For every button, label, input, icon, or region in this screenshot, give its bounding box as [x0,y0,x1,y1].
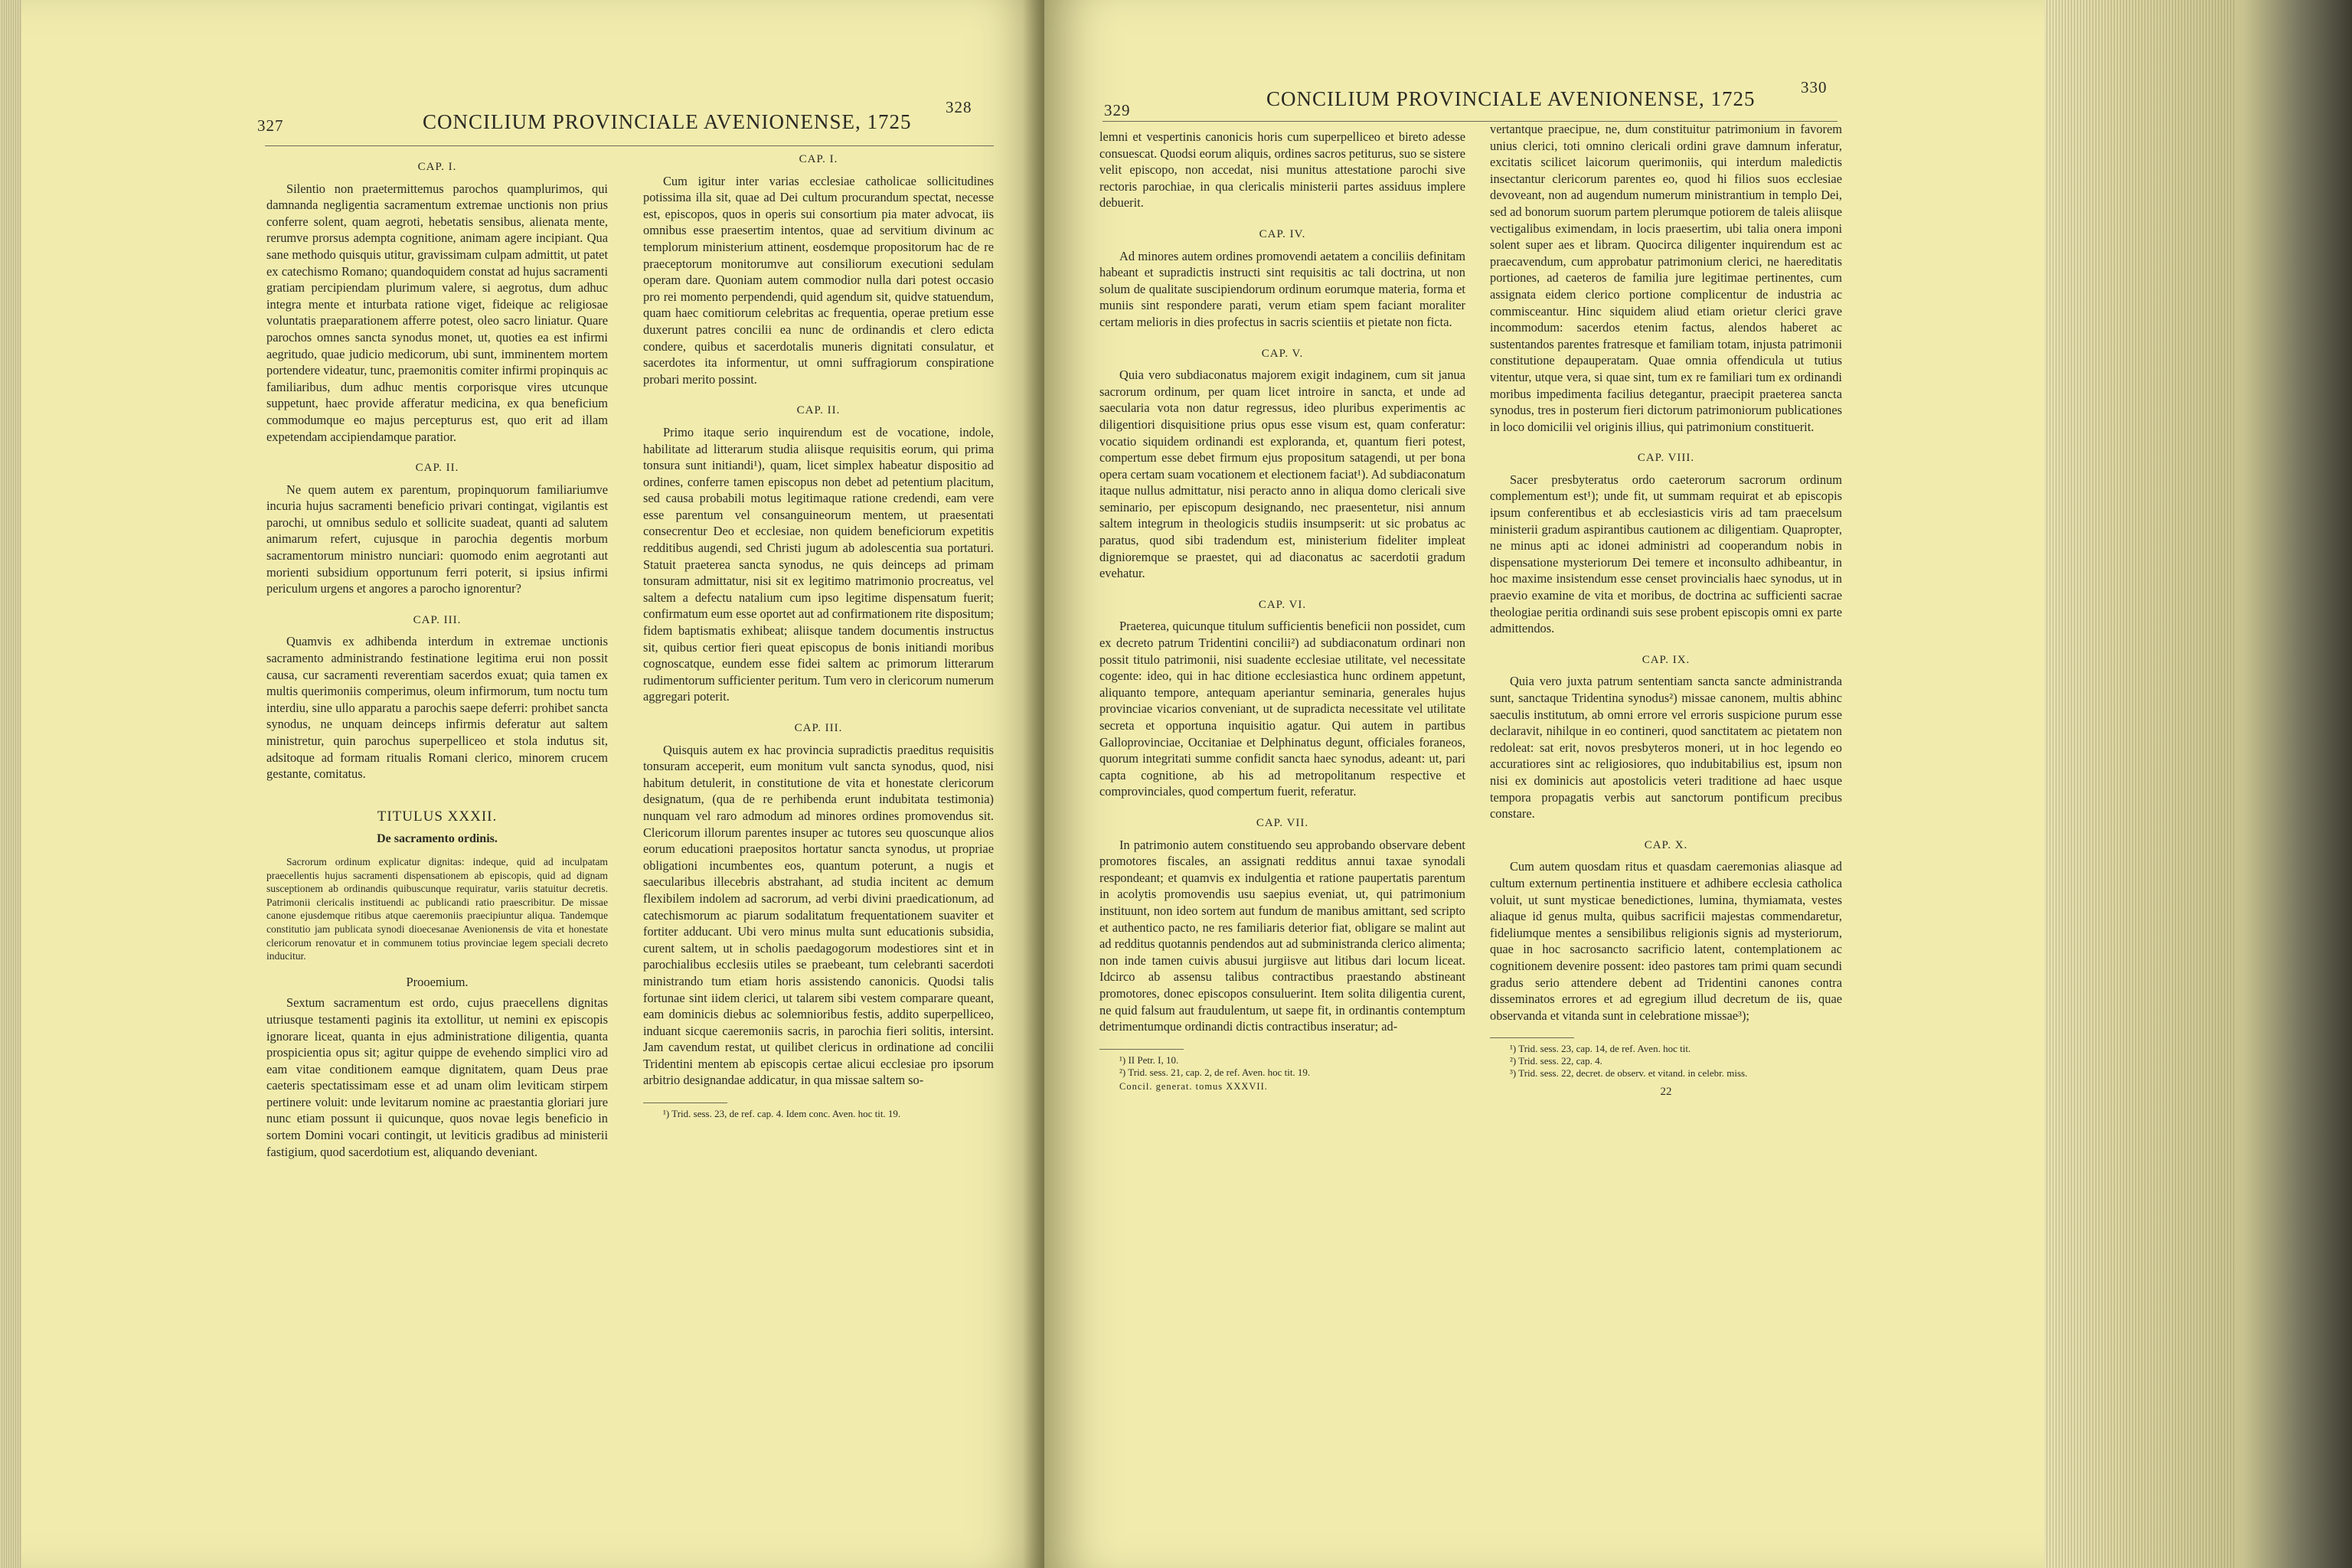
left-page-header [21,70,1044,135]
titulus-subheading: De sacramento ordinis. [377,832,498,846]
cap-heading: CAP. III. [413,613,462,626]
footnote: ¹) II Petr. I, 10. [1119,1054,1179,1066]
column-1 [266,159,608,1160]
titulus-summary: Sacrorum ordinum explicatur dignitas: indeque, quid ad inculpatam praecellentis hujus sacramenti dispensationem ab episcopis, quid ad dignam susceptionem ab ordinandis quibuscunque requiratur, variis statuitur decretis. Patrimonii clericalis instituendi ac publicandi ratio praescribitur. De missae canone ejusdemque ritibus atque caeremoniis praecipiuntur aliqua. Tandemque constitutio jam publicata synodi dioecesanae Avenionensis de vita et honestate clericorum renovatur et in communem totius provinciae legem speciali decreto inducitur. [266,855,608,962]
footnote: ²) Trid. sess. 21, cap. 2, de ref. Aven. hoc tit. 19. [1119,1066,1311,1078]
header-rule-left [265,145,994,146]
page-edge-stripes [2044,0,2236,1568]
footnote: ¹) Trid. sess. 23, de ref. cap. 4. Idem conc. Aven. hoc tit. 19. [663,1108,901,1120]
paragraph: vertantque praecipue, ne, dum constituitur patrimonium in favorem unius clerici, toti omnino clericali ordini grave damnum inferatur, excitatis scilicet laicorum querimoniis, qui interdum maledictis insectantur clericorum parentes eo, quod hi filios suos ecclesiae devoveant, non ad augendum numerum ministrantium in templo Dei, sed ad bonorum suorum partem plerumque potiorem de taleis aliisque vectigalibus eximendam, in locis praesertim, ubi talia onera imponi solent super aes et libram. Quocirca diligenter inquirendum est ac praecavendum, cum approbatur patrimonium clerici, ne haereditatis portiones, ad caeteros de familia jure legitimae pertinentes, cum assignata eidem clerico portione complicentur de industria ac commisceantur. Hinc siquidem aliud etiam orietur clerici grave incommodum: sacerdos etenim factus, alendos haberet ac sustentandos parentes fratresque et familiam totam, injusta patrimonii constitutione depauperatam. Quae omnia offendicula ut tutius vitentur, utque vera, si quae sint, tum ex re familiari tum ex ordinandi moribus impedimenta facilius detegantur, praecipit praeterea sancta synodus, tres in posterum fieri dictorum patrimoniorum publicationes in loco domicilii vel originis illius, qui patrimonium constituerit. [1490,122,1842,434]
paragraph: Quia vero subdiaconatus majorem exigit indaginem, cum sit janua sacrorum ordinum, per quam licet introire in sancta, et unde ad saecularia vota non datur regressus, ideo pluribus experimentis ac diligentiori disquisitione prius opus esse visum est, quam conferatur: vocatio siquidem ordinandi est exploranda, et, quantum fieri potest, compertum esse debet firmum ejus propositum satagendi, ut per bona opera certam suam vocationem et electionem faciat¹). Ad subdiaconatum itaque nullus admittatur, nisi peracto anno in aliqua domo clericali sive seminario, per episcopum designando, nec praesentetur, nisi annum saltem integrum in theologicis studiis insumpserit: ut sic probatus ac paratus, quod sibi tradendum est, ministerium fideliter impleat dignioremque se praestet, qui ad diaconatus ac sacerdotii gradum evehatur. [1099,368,1465,581]
footnote: ³) Trid. sess. 22, decret. de observ. et vitand. in celebr. miss. [1510,1067,1748,1080]
footnote-rule [1490,1037,1574,1038]
paragraph: Ne quem autem ex parentum, propinquorum familiariumve incuria hujus sacramenti beneficio privari contingat, vigilantis est parochi, ut omnibus sedulo et sollicite suadeat, quanti ad salutem animarum refert, cujusque in parochia degentis morbum sacramentorum ministro nunciari: quomodo enim aegrotanti aut morienti subsidium opportunum ferri poterit, si ipsius infirmi periculum urgens et angores a parocho ignorentur? [266,482,608,596]
cap-heading: CAP. VIII. [1637,452,1695,465]
footnote: ¹) Trid. sess. 23, cap. 14, de ref. Aven. hoc tit. [1510,1043,1691,1055]
titulus-heading: TITULUS XXXII. [377,808,498,825]
paragraph: Primo itaque serio inquirendum est de vocatione, indole, habilitate ad litterarum studia aliisque requisitis eorum, qui prima tonsura sunt initiandi¹), quam, licet simplex habeatur dispositio ad ordines, conferre tamen episcopus non debet ad petentium placitum, sed causa probabili motus legitimaque ratione credendi, eam vere esse parentum vel consanguineorum mentem, ut praesentati consecrentur Deo et ecclesiae, non quidem beneficiorum expetitis redditibus augendi, sed Christi jugum ab adolescentia sua portaturi. Statuit praeterea sancta synodus, ne quis deinceps ad primam tonsuram admittatur, nisi sit ex legitimo matrimonio procreatus, vel saltem a defectu natalium cum ipso legitime dispensatum fuerit; confirmatum eum esse oportet aut ad confirmationem rite dispositum; fidem baptismatis exhibeat; aliisque tandem documentis instructus sit, quibus certior fieri queat episcopus de bonis initiandi moribus cognoscatque, eundem esse fidei saltem ac primorum litterarum rudimentorum sufficienter peritum. Tum vero in clericorum numerum aggregari poterit. [643,424,994,704]
page-number-328: 328 [946,98,972,116]
right-page-edges [2044,0,2352,1568]
running-title-left: CONCILIUM PROVINCIALE AVENIONENSE, 1725 [423,110,912,133]
cap-heading: CAP. VII. [1256,816,1309,829]
page-number-329: 329 [1104,101,1131,119]
paragraph: Quia vero juxta patrum sententiam sancta sancte administranda sunt, sanctaque Tridentina synodus²) missae canonem, multis abhinc saeculis institutum, ab omni errore vel erroris suspicione purum esse declaravit, nihilque in eo contineri, quod sanctitatem ac pietatem non redoleat: sat erit, novos presbyteros moneri, ut in hoc legendo eo accuratiores sint ac religiosiores, quo indubitabilius est, ipsum non nisi ex dominicis aut apostolicis veteri traditione ad haec usque tempora propagatis verbis aut sanctorum pontificum precibus constare. [1490,674,1842,822]
cap-heading: CAP. III. [794,722,843,734]
paragraph: Cum autem quosdam ritus et quasdam caeremonias aliasque ad cultum externum pertinentia instituere et adhibere ecclesia catholica voluit, ut sunt mysticae benedictiones, lumina, thymiamata, vestes aliaque id genus multa, quibus sacrificii majestas commendaretur, fideliumque mentes a sensibilibus religionis signis ad mysteriorum, quae in hoc sacrosancto sacrificio latent, contemplationem ac cognitionem devenire possent: ideo pastores tam primi quam secundi gradus serio attendere debent ad Tridentini canones contra disseminatos errores et ad egregium illud decretum de iis, quae observanda et vitanda sunt in celebratione missae³); [1490,859,1842,1023]
cap-heading: CAP. VI. [1258,598,1307,611]
footnote: ²) Trid. sess. 22, cap. 4. [1510,1055,1602,1067]
cap-heading: CAP. X. [1644,838,1688,851]
cap-heading: CAP. IV. [1259,227,1306,240]
running-title-right: CONCILIUM PROVINCIALE AVENIONENSE, 1725 [1266,87,1756,110]
right-page [1044,0,2044,1568]
paragraph: Cum igitur inter varias ecclesiae catholicae sollicitudines potissima illa sit, quae ad Dei cultum procurandum spectat, necesse est, episcopos, quos in operis sui consortium pia mater advocat, iis omnibus esse praesertim intentos, quae ad servitium divinum ac templorum ministerium attinent, eosdemque propositorum hac de re praeceptorum monitorumve aut consiliorum executioni sedulam operam dare. Quoniam autem commodior nulla dari potest occasio pro rei momento perpendendi, quid agendum sit, quidve statuendum, quam haec comitiorum celebritas ac frequentia, operae pretium esse duxerunt patres concilii ea nunc de ordinandis et clero edicta condere, quibus et sacerdotalis muneris dignitati consulatur, et sacerdotes ita informentur, ut omni suffragiorum conspiratione probari merito possint. [643,173,994,387]
right-page-header [1044,70,2044,124]
signature-line: Concil. generat. tomus XXXVII. [1119,1080,1268,1092]
paragraph: Ad minores autem ordines promovendi aetatem a conciliis definitam habeant et supradictis instructi sint requisitis ac tali doctrina, ut non solum de qualitate suscipiendorum ordinum eorumque materia, forma et muniis sint respondere parati, verum etiam spem faciant moraliter certam melioris in dies profectus in sacris scientiis et pietate non ficta. [1099,248,1465,329]
left-page [21,0,1044,1568]
page-number-327: 327 [257,116,284,135]
signature-number: 22 [1660,1086,1672,1099]
footnote-rule [643,1102,727,1103]
column-4 [1490,121,1842,1101]
cap-heading: CAP. I. [799,153,838,165]
cap-heading: CAP. V. [1261,347,1304,360]
cap-heading: CAP. IX. [1642,653,1690,666]
footnote-rule [1099,1049,1184,1050]
paragraph: Quisquis autem ex hac provincia supradictis praeditus requisitis tonsuram acceperit, eum monitum vult sancta synodus, quod, nisi habitum detulerit, in constitutione de vita et honestate clericorum designatum, (qua de re perhibenda erunt indubitata testimonia) nunquam vel raro admodum ad minores ordines promovendus sit. Clericorum illorum parentes insuper ac tutores seu quoscunque alios eorum educationi praepositos hortatur sancta synodus, ut propriae obligationi incumbentes eos, quantum poterunt, a nugis et saecularibus illecebris abstrahant, ad studia incitent ac demum flexibilem indolem ad sacrorum, ad verbi divini praedicationum, ad catechismorum ac piarum sodalitatum frequentationem suaviter et fortiter adducant. Ubi vero minus multa sunt educationis subsidia, curent saltem, ut in scholis paedagogorum modestiores sint et in parochialibus ecclesiis utiles se praebeant, tum celebranti sacerdoti ministrando tum etiam horis assistendo canonicis. Quodsi talis fortunae sint iidem clerici, ut talarem sibi vestem comparare queant, eam dominicis diebus ac solemnioribus festis, addito superpelliceo, induant sicque caeremoniis sacris, in parochia fieri solitis, intersint. Jam cavendum restat, ut quilibet clericus in ordinatione ad concilii Tridentini mentem ab episcopis certae alicui ecclesiae pro ipsorum arbitrio designandae addicatur, in qua missae saltem so- [643,742,994,1088]
cap-heading: CAP. II. [415,462,459,475]
paragraph: Quamvis ex adhibenda interdum in extremae unctionis sacramento administrando festinatione legitima erui non possit causa, cur sacramenti reverentiam sacerdos exuat; quia tamen ex multis querimoniis comperimus, oleum infirmorum, tum noctu tum interdiu, sine ullo apparatu a parochis saepe deferri: prohibet sancta synodus, ne unquam deinceps infirmis deferatur aut saltem ministretur, quin parochus superpelliceo et stola indutus sit, adsitoque ad formam ritualis Romani clerico, minorem crucem gestante, comitatus. [266,634,608,782]
paragraph: In patrimonio autem constituendo seu approbando observare debent promotores fiscales, an assignati redditus annui taxae synodali respondeant; et quamvis ex indulgentia et ratione paupertatis parentum in acolytis promovendis usu saepius eveniat, ut, qui patrimonium instituunt, non ideo sortem aut fundum de manibus amittant, sed scripto et authentico pacto, ne res familiaris deterior fiat, obligare se malint aut ad redditus quotannis pendendos aut ad subministranda clerico alimenta; non inde tamen cuivis abusui jurgiisve aut litibus dari locum liceat. Idcirco ab assensu talibus contractibus praestando abstineant promotores, donec episcopos consuluerint. Item solita diligentia curent, ne quid falsum aut fraudulentum, ut saepe fit, in ordinantis contemptum detrimentumque ordinandi dictis contractibus inseratur; ad- [1099,837,1465,1034]
paragraph: Praeterea, quicunque titulum sufficientis beneficii non possidet, cum ex decreto patrum Tridentini concilii²) ad subdiaconatum ordinari non possit titulo patrimonii, nisi suadente ecclesiae utilitate, vel necessitate cogente: ideo, qui in hac ditione ecclesiastica hunc ordinem appetunt, aliquanto tempore, antequam aperiantur seminaria, generales hujus provinciae vicarios conveniant, ut de supradicta necessitate vel utilitate secreta et opportuna inquisitio agatur. Qui autem in partibus Galloprovinciae, Occitaniae et Delphinatus degunt, officiales foraneos, quorum integritati summe confidit sancta haec synodus, adeant: ut, pari capta cognitione, ab his ad metropolitanum respective et comprovinciales, quod compertum fuerit, referatur. [1099,619,1465,799]
prooemium-heading: Prooemium. [406,974,469,989]
paragraph: Sacer presbyteratus ordo caeterorum sacrorum ordinum complementum est¹); unde fit, ut summam requirat et ab episcopis ipsum conferentibus et ab ecclesiasticis viris ad tam praecelsum ministerii gradum aspirantibus cautionem ac diligentiam. Quapropter, ne minus apti ac idonei administri ad cooperandum nobis in dispensatione mysteriorum Dei temere et inconsulto adhibeantur, in hoc maxime insistendum esse censet provincialis haec synodus, ut in praevio examine de vita et moribus, de doctrina ac sufficienti sacrae theologiae peritia ordinandi suis sese probent episcopis omni ex parte admittendos. [1490,472,1842,636]
left-page-edges [0,0,21,1568]
page-number-330: 330 [1801,78,1828,96]
paragraph: Silentio non praetermittemus parochos quamplurimos, qui damnanda negligentia sacramentum extremae unctionis non prius conferre solent, quam aegroti, hebetatis sensibus, alienata mente, rerumve prorsus adempta cognitione, animam agere incipiant. Qua sane methodo quisquis utitur, gravissimam culpam admittit, ut patet ex catechismo Romano; quandoquidem constat ad hujus sacramenti gratiam percipiendam plurimum valere, si aegrotus, dum adhuc integra mente et inturbata ratione viget, fideique ac religiosae voluntatis praeparationem afferre potest, oleo sacro liniatur. Quare parochos omnes sancta synodus monet, ut, quoties ea est infirmi aegritudo, quae judicio medicorum, ubi sunt, imminentem mortem portendere videatur, tunc, praemonitis comiter infirmi propinquis ac familiaribus, dum adhuc mentis corporisque vires utcunque suppetunt, haec provide afferatur medicina, ex qua beneficium commodumque eo majus percepturus est, quo erit ad illam expetendam accipiendamque paratior. [266,181,608,444]
paragraph: lemni et vespertinis canonicis horis cum superpelliceo et bireto adesse consuescat. Quodsi eorum aliquis, ordines sacros petiturus, suo se sistere velit episcopo, non accedat, nisi munitus attestatione parochi sive rectoris parochiae, in qua clericalis ministerii partes assiduus implere debuerit. [1099,129,1465,211]
column-3 [1099,129,1465,1095]
column-2 [643,152,994,1120]
cap-heading: CAP. II. [796,404,841,417]
paragraph: Sextum sacramentum est ordo, cujus praecellens dignitas utriusque testamenti paginis ita extollitur, ut nemini ex episcopis ignorare liceat, quanta in ejus administratione diligentia, quanta prospicientia opus sit; agitur quippe de evehendo simplici viro ad eam vitae conditionem eamque dignitatem, quam Deus prae caeteris spectatissimam esse et ad unam olim leviticam stirpem pertinere voluit: unde levitarum nomine ac praestantia gloriari jure nunc etiam possunt ii quicunque, quos novae legis beneficio in sortem Domini vocari contingit, ut leviticis gradibus ad ministerii fastigium, quod sacerdotium est, aliquando deveniant. [266,995,608,1159]
cap-heading: CAP. I. [417,161,457,173]
